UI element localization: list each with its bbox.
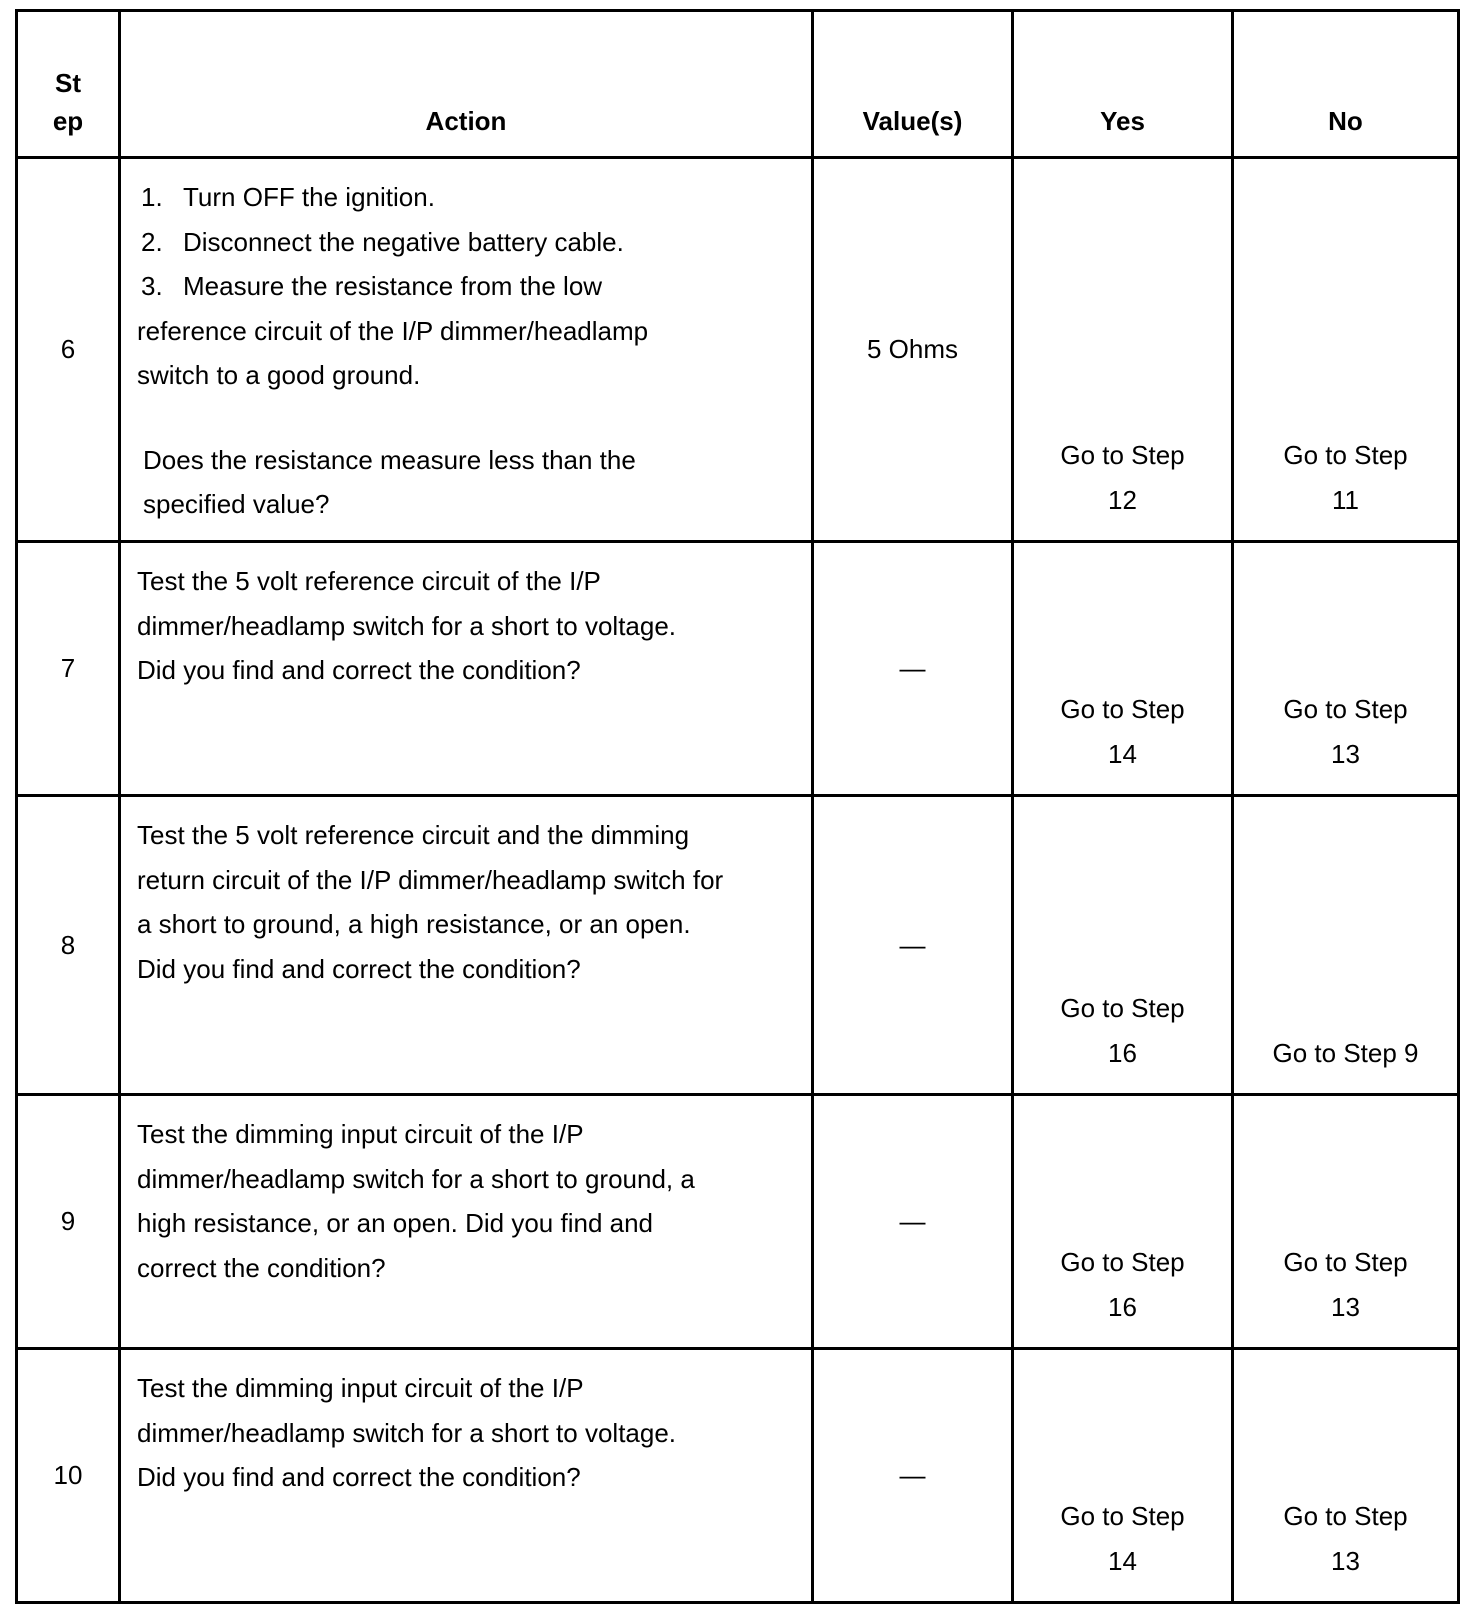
yes-go-to-label: Go to Step <box>1060 694 1185 724</box>
action-text: Test the dimming input circuit of the I/P dimmer/headlamp switch for a short to ground, a high resistance, or an open. Did you find and correct the condition? <box>137 1119 695 1283</box>
header-yes: Yes <box>1013 11 1233 158</box>
yes-cell <box>1013 1349 1233 1603</box>
yes-go-to-label: Go to Step <box>1060 1501 1185 1531</box>
list-item <box>137 264 697 398</box>
action-cell <box>120 1349 813 1603</box>
yes-cell <box>1013 1095 1233 1349</box>
no-step-number: 13 <box>1331 1545 1360 1576</box>
table-row <box>17 1349 1459 1603</box>
table-row <box>17 542 1459 796</box>
list-item-number: 2. <box>141 226 163 257</box>
diagnostic-table <box>15 9 1460 1604</box>
value-cell: — <box>813 1095 1013 1349</box>
yes-step-number: 16 <box>1108 1291 1137 1322</box>
yes-go-to-label: Go to Step <box>1060 1247 1185 1277</box>
list-item-number: 3. <box>141 271 163 301</box>
yes-step-number: 12 <box>1108 484 1137 515</box>
list-item-number: 1. <box>141 182 163 212</box>
no-step-number: 13 <box>1331 1291 1360 1322</box>
yes-step-number: 14 <box>1108 738 1137 769</box>
yes-cell <box>1013 542 1233 796</box>
action-text: Test the dimming input circuit of the I/P dimmer/headlamp switch for a short to voltage. Did you find and correct the condition? <box>137 1373 677 1492</box>
no-cell <box>1233 1095 1459 1349</box>
no-step-number: 11 <box>1332 484 1359 515</box>
action-question: Does the resistance measure less than the specified value? <box>143 444 636 519</box>
no-go-to-label: Go to Step 9 <box>1272 1037 1419 1068</box>
step-number: 9 <box>17 1095 120 1349</box>
header-values: Value(s) <box>813 11 1013 158</box>
header-step-line1: St <box>55 68 81 98</box>
no-go-to-label: Go to Step <box>1283 694 1408 724</box>
header-step-line2: ep <box>52 106 84 136</box>
table-row <box>17 796 1459 1095</box>
value-cell: — <box>813 1349 1013 1603</box>
no-go-to-label: Go to Step <box>1283 1247 1408 1277</box>
list-item-text: Disconnect the negative battery cable. <box>183 226 624 257</box>
yes-go-to-label: Go to Step <box>1060 440 1185 470</box>
header-row <box>17 11 1459 158</box>
action-cell <box>120 158 813 542</box>
no-step-number: 13 <box>1331 738 1360 769</box>
list-item <box>137 175 797 220</box>
step-number: 7 <box>17 542 120 796</box>
table-row <box>17 1095 1459 1349</box>
no-go-to-label: Go to Step <box>1283 1501 1408 1531</box>
header-step <box>17 11 120 158</box>
value-cell: — <box>813 796 1013 1095</box>
step-number: 10 <box>17 1349 120 1603</box>
header-action: Action <box>120 11 813 158</box>
yes-step-number: 16 <box>1108 1037 1137 1068</box>
no-cell <box>1233 158 1459 542</box>
step-number: 6 <box>17 158 120 542</box>
action-text: Test the 5 volt reference circuit of the I/P dimmer/headlamp switch for a short to voltage. Did you find and correct the condition? <box>137 566 677 685</box>
action-steps-list <box>137 175 797 398</box>
value-cell: — <box>813 542 1013 796</box>
yes-cell <box>1013 158 1233 542</box>
value-cell: 5 Ohms <box>813 158 1013 542</box>
action-cell <box>120 1095 813 1349</box>
list-item <box>137 220 797 265</box>
action-text: Test the 5 volt reference circuit and the dimming return circuit of the I/P dimmer/headlamp switch for a short to ground, a high resistance, or an open. Did you find and correct the condition? <box>137 820 724 984</box>
list-item-text: Measure the resistance from the low reference circuit of the I/P dimmer/headlamp switch to a good ground. <box>137 271 649 390</box>
no-cell <box>1233 542 1459 796</box>
action-cell <box>120 796 813 1095</box>
no-cell <box>1233 1349 1459 1603</box>
yes-cell <box>1013 796 1233 1095</box>
yes-go-to-label: Go to Step <box>1060 993 1185 1023</box>
list-item-text: Turn OFF the ignition. <box>183 182 435 212</box>
action-cell <box>120 542 813 796</box>
no-cell <box>1233 796 1459 1095</box>
no-go-to-label: Go to Step <box>1283 440 1408 470</box>
yes-step-number: 14 <box>1108 1545 1137 1576</box>
table-row <box>17 158 1459 542</box>
header-no: No <box>1233 11 1459 158</box>
step-number: 8 <box>17 796 120 1095</box>
